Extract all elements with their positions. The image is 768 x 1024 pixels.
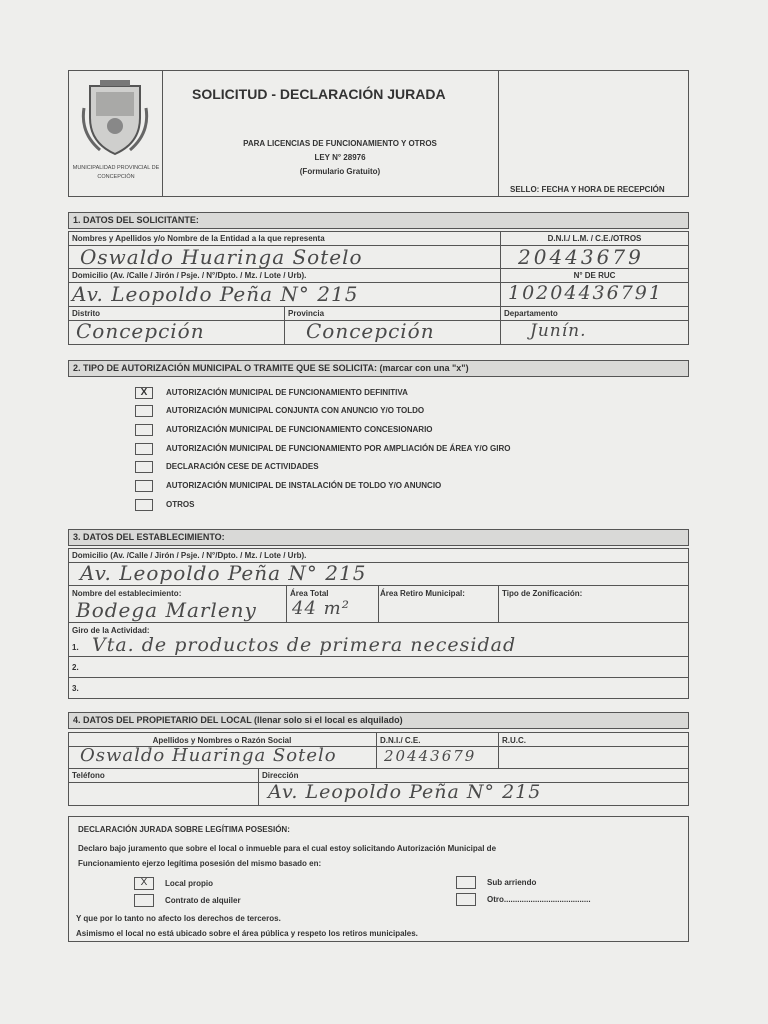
establishment-name-value[interactable]: Bodega Marleny bbox=[76, 598, 257, 622]
s1-vline-2 bbox=[284, 306, 285, 345]
s4-vline-3 bbox=[258, 768, 259, 806]
declaration-text-1: Declaro bajo juramento que sobre el local o inmueble para el cual estoy solicitando Autorización Municipal de bbox=[78, 844, 497, 853]
owner-phone-label: Teléfono bbox=[72, 771, 105, 780]
s4-line-2 bbox=[68, 768, 689, 769]
checkbox[interactable]: X bbox=[135, 387, 153, 399]
s3-vline-3 bbox=[498, 585, 499, 622]
option-sub-arriendo[interactable] bbox=[456, 876, 656, 890]
department-label: Departamento bbox=[504, 309, 558, 318]
s3-vline-2 bbox=[378, 585, 379, 622]
establishment-address-value[interactable]: Av. Leopoldo Peña N° 215 bbox=[80, 561, 367, 585]
checkbox[interactable] bbox=[135, 405, 153, 417]
option-label: Sub arriendo bbox=[487, 878, 537, 887]
option-label: AUTORIZACIÓN MUNICIPAL DE FUNCIONAMIENTO POR AMPLIACIÓN DE ÁREA Y/O GIRO bbox=[166, 444, 511, 453]
s3-line-3 bbox=[68, 622, 689, 623]
option-label: Contrato de alquiler bbox=[165, 896, 241, 905]
checkbox[interactable] bbox=[135, 499, 153, 511]
giro-label: Giro de la Actividad: bbox=[72, 626, 150, 635]
establishment-name-label: Nombre del establecimiento: bbox=[72, 589, 182, 598]
applicant-address-label: Domicilio (Av. /Calle / Jirón / Psje. / N°/Dpto. / Mz. / Lote / Urb). bbox=[72, 271, 307, 280]
checkbox[interactable] bbox=[135, 480, 153, 492]
s4-vline-1 bbox=[376, 732, 377, 768]
giro-num-3: 3. bbox=[72, 684, 79, 693]
option-label: AUTORIZACIÓN MUNICIPAL DE FUNCIONAMIENTO DEFINITIVA bbox=[166, 388, 408, 397]
district-label: Distrito bbox=[72, 309, 100, 318]
form-law: LEY N° 28976 bbox=[314, 153, 366, 162]
declaration-footer-1: Y que por lo tanto no afecto los derechos de terceros. bbox=[76, 914, 281, 923]
owner-ruc-label: R.U.C. bbox=[502, 736, 526, 745]
municipality-name: MUNICIPALIDAD PROVINCIAL DE CONCEPCIÓN bbox=[72, 165, 160, 180]
owner-address-value[interactable]: Av. Leopoldo Peña N° 215 bbox=[268, 781, 542, 803]
section1-title: 1. DATOS DEL SOLICITANTE: bbox=[68, 212, 689, 229]
checkbox[interactable]: X bbox=[134, 877, 154, 890]
s3-line-4 bbox=[68, 656, 689, 657]
option-label: OTROS bbox=[166, 500, 195, 509]
applicant-dni-label: D.N.I./ L.M. / C.E./OTROS bbox=[547, 234, 642, 243]
giro-num-1: 1. bbox=[72, 643, 79, 652]
establishment-address-label: Domicilio (Av. /Calle / Jirón / Psje. / N°/Dpto. / Mz. / Lote / Urb). bbox=[72, 551, 307, 560]
stamp-label: SELLO: FECHA Y HORA DE RECEPCIÓN bbox=[510, 185, 665, 194]
owner-names-value[interactable]: Oswaldo Huaringa Sotelo bbox=[80, 745, 337, 766]
form-note: (Formulario Gratuito) bbox=[299, 167, 381, 176]
form-title: SOLICITUD - DECLARACIÓN JURADA bbox=[192, 86, 446, 102]
applicant-name-value[interactable]: Oswaldo Huaringa Sotelo bbox=[80, 245, 363, 269]
s4-vline-2 bbox=[498, 732, 499, 768]
option-label: AUTORIZACIÓN MUNICIPAL DE INSTALACIÓN DE TOLDO Y/O ANUNCIO bbox=[166, 481, 442, 490]
applicant-dni-value[interactable]: 20443679 bbox=[518, 245, 644, 269]
declaration-footer-2: Asimismo el local no está ubicado sobre el área pública y respeto los retiros municipales. bbox=[76, 929, 418, 938]
option-label: AUTORIZACIÓN MUNICIPAL CONJUNTA CON ANUNCIO Y/O TOLDO bbox=[166, 406, 425, 415]
option-contrato[interactable] bbox=[134, 894, 334, 908]
province-value[interactable]: Concepción bbox=[306, 319, 435, 343]
stamp-cell bbox=[498, 70, 689, 197]
zoning-label: Tipo de Zonificación: bbox=[502, 589, 583, 598]
checkbox[interactable] bbox=[456, 893, 476, 906]
form-subtitle: PARA LICENCIAS DE FUNCIONAMIENTO Y OTROS bbox=[243, 139, 437, 148]
checkbox[interactable] bbox=[135, 443, 153, 455]
option-label: Otro....................................... bbox=[487, 895, 591, 904]
coat-of-arms-logo bbox=[80, 78, 150, 160]
retiro-label: Área Retiro Municipal: bbox=[380, 589, 465, 598]
option-otro[interactable] bbox=[456, 893, 676, 907]
owner-dni-value[interactable]: 20443679 bbox=[384, 747, 477, 765]
applicant-address-value[interactable]: Av. Leopoldo Peña N° 215 bbox=[72, 282, 359, 306]
s3-line-5 bbox=[68, 677, 689, 678]
owner-names-label: Apellidos y Nombres o Razón Social bbox=[152, 736, 292, 745]
option-label: Local propio bbox=[165, 879, 213, 888]
area-value[interactable]: 44 m² bbox=[292, 598, 350, 619]
s1-line-4 bbox=[68, 306, 689, 307]
s3-vline-1 bbox=[286, 585, 287, 622]
option-local-propio[interactable] bbox=[134, 877, 334, 891]
section2-title: 2. TIPO DE AUTORIZACIÓN MUNICIPAL O TRAMITE QUE SE SOLICITA: (marcar con una "x") bbox=[68, 360, 689, 377]
s1-vline-3 bbox=[500, 306, 501, 345]
section3-title: 3. DATOS DEL ESTABLECIMIENTO: bbox=[68, 529, 689, 546]
owner-dni-label: D.N.I./ C.E. bbox=[380, 736, 421, 745]
applicant-ruc-label: N° DE RUC bbox=[573, 271, 616, 280]
checkbox[interactable] bbox=[456, 876, 476, 889]
area-label: Área Total bbox=[290, 589, 329, 598]
checkbox[interactable] bbox=[135, 461, 153, 473]
checkbox[interactable] bbox=[135, 424, 153, 436]
department-value[interactable]: Junín. bbox=[530, 321, 587, 341]
option-label: DECLARACIÓN CESE DE ACTIVIDADES bbox=[166, 462, 319, 471]
checkbox[interactable] bbox=[134, 894, 154, 907]
declaration-text-2: Funcionamiento ejerzo legítima posesión del mismo basado en: bbox=[78, 859, 322, 868]
giro-num-2: 2. bbox=[72, 663, 79, 672]
district-value[interactable]: Concepción bbox=[76, 319, 205, 343]
province-label: Provincia bbox=[288, 309, 325, 318]
declaration-title: DECLARACIÓN JURADA SOBRE LEGÍTIMA POSESIÓN: bbox=[78, 825, 290, 834]
option-label: AUTORIZACIÓN MUNICIPAL DE FUNCIONAMIENTO CONCESIONARIO bbox=[166, 425, 433, 434]
applicant-name-label: Nombres y Apellidos y/o Nombre de la Entidad a la que representa bbox=[72, 234, 325, 243]
owner-address-label: Dirección bbox=[262, 771, 299, 780]
section4-title: 4. DATOS DEL PROPIETARIO DEL LOCAL (llenar solo si el local es alquilado) bbox=[68, 712, 689, 729]
applicant-ruc-value[interactable]: 10204436791 bbox=[508, 282, 663, 304]
giro-value[interactable]: Vta. de productos de primera necesidad bbox=[92, 634, 517, 656]
